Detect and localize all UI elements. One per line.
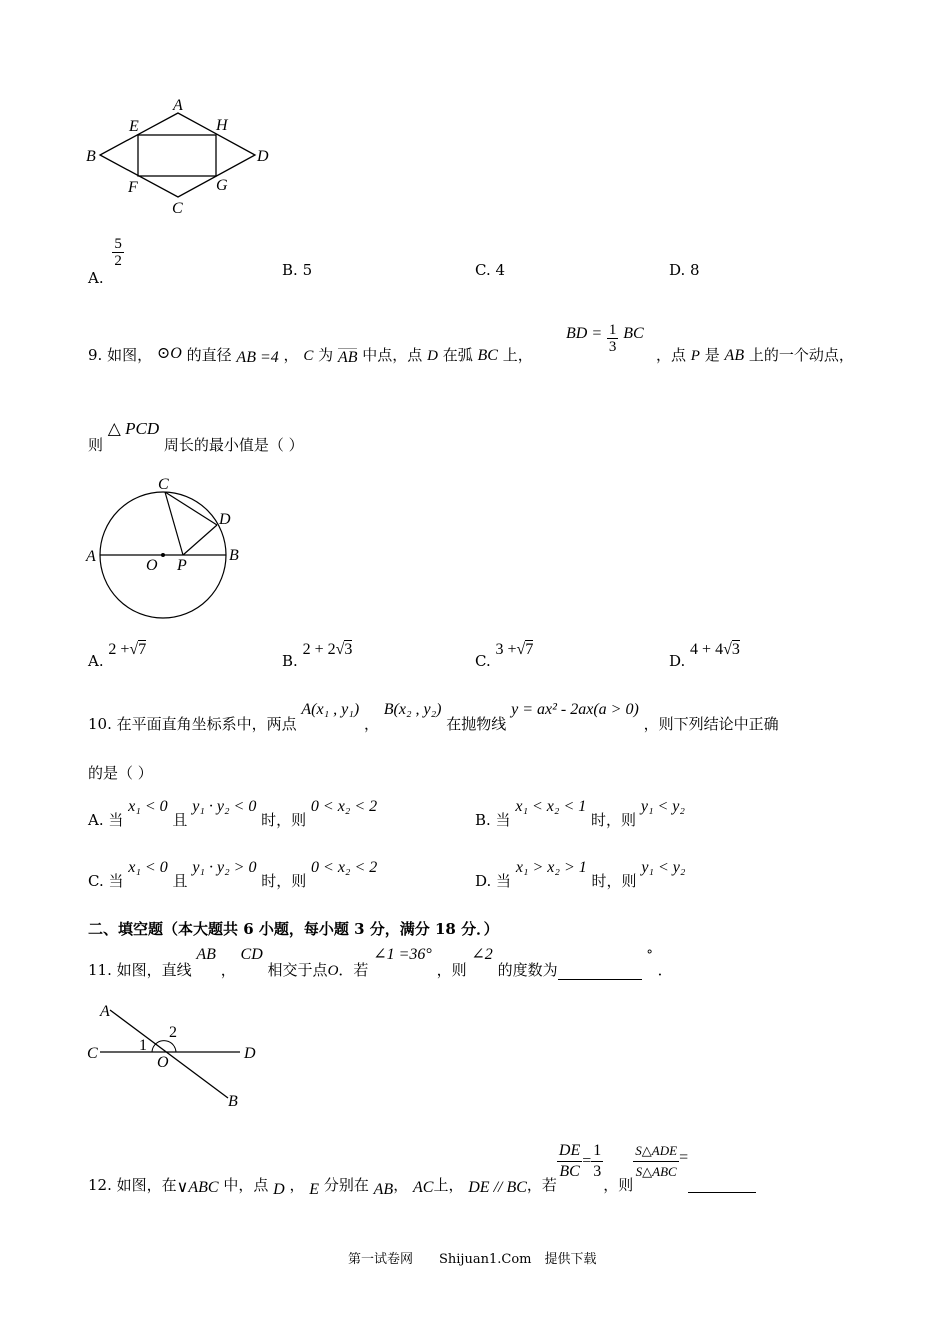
q10-text-2: 在抛物线	[446, 715, 507, 733]
q9-wei: 为	[318, 346, 334, 364]
q11-angle-arc-2	[174, 1046, 176, 1052]
q9-figure	[85, 475, 255, 620]
q9-option-d-coef: 4 + 4	[690, 641, 724, 658]
q12-answer-blank[interactable]	[688, 1174, 756, 1193]
q9-option-a-coef: 2 +	[108, 641, 130, 658]
q9-arc-ab: AB	[337, 349, 358, 366]
q10-parabola: y = ax² - 2ax(a > 0)	[511, 701, 639, 718]
q12-line	[88, 1141, 756, 1198]
q12-fraction-de-bc	[557, 1141, 582, 1182]
q8-option-b-text: 5	[302, 261, 313, 279]
q10-opt-d-result: y₁ < y₂	[641, 859, 686, 876]
q9-option-a[interactable]	[88, 640, 147, 670]
q9-is-text: 是	[704, 346, 720, 364]
q12-ab: AB	[373, 1180, 394, 1198]
q11-text-3: ．若	[338, 961, 369, 979]
q8-figure	[80, 95, 280, 215]
q8-option-a-key: A.	[88, 268, 104, 287]
q9-line1	[88, 344, 533, 365]
q9-diameter-text: 的直径	[186, 346, 232, 364]
q9-d-point: D	[427, 348, 438, 364]
q10-point-b: B(x₂ , y₂)	[383, 701, 442, 718]
q11-o: O	[327, 963, 339, 979]
q9-option-c-sqrt-icon: √	[516, 641, 526, 658]
q9-triangle-pcd: △ PCD	[107, 419, 160, 438]
q12-text-6: ，则	[603, 1175, 634, 1194]
q8-option-c[interactable]	[475, 261, 505, 279]
q12-eq-2: =	[679, 1148, 689, 1166]
q9-on-arc-text: 在弧	[442, 346, 473, 364]
q10-opt-d-then: 时，则	[591, 872, 637, 890]
q10-opt-c-and: 且	[172, 872, 188, 890]
q12-d: D	[273, 1180, 285, 1198]
q9-shang: 上，	[502, 346, 533, 364]
q9-segment-pd	[183, 525, 217, 555]
q11-label-C: C	[87, 1045, 98, 1062]
q9-min-text: 周长的最小值是（ ）	[163, 436, 304, 454]
q11-angle1: ∠1 =36°	[373, 946, 432, 963]
q12-text-3: 分别在	[323, 1175, 369, 1194]
q10-point-a: A(x₁ , y₁)	[301, 701, 360, 718]
q12-text-2: 中，点	[223, 1175, 269, 1194]
q12-f2-den: 3	[593, 1163, 602, 1180]
q8-option-d-text: 8	[690, 261, 700, 279]
q12-fraction-1-3	[591, 1141, 603, 1182]
q9-option-b-key: B.	[282, 652, 298, 670]
q10-opt-d-c1: x₁ > x₂ > 1	[515, 859, 587, 876]
q8-option-a-den: 2	[114, 253, 122, 269]
q11-unit: °	[646, 948, 653, 963]
q8-option-b[interactable]	[282, 261, 312, 279]
q8-option-b-key: B.	[282, 261, 298, 279]
q9-label-P: P	[177, 557, 187, 574]
q11-cd: CD	[240, 946, 263, 963]
q11-text-4: ，则	[436, 961, 467, 979]
q9-bd-eq: BD =	[566, 324, 603, 342]
q12-f1-den: BC	[559, 1163, 580, 1180]
q9-ab-2: AB	[724, 347, 745, 364]
q10-opt-b-key: B. 当	[475, 811, 511, 829]
q11-text-5: 的度数为	[497, 961, 558, 979]
q9-option-b[interactable]	[282, 640, 353, 670]
q10-opt-c-then: 时，则	[261, 872, 307, 890]
q12-f2-num: 1	[591, 1141, 603, 1162]
q9-label-A: A	[86, 548, 96, 565]
q9-p-point: P	[690, 348, 700, 364]
q9-option-a-key: A.	[88, 652, 104, 670]
q11-label-1: 1	[139, 1037, 147, 1054]
q8-label-G: G	[216, 177, 228, 194]
q10-text-1: 10. 在平面直角坐标系中，两点	[88, 715, 297, 733]
q10-line1	[88, 698, 779, 733]
q10-sep: ，	[363, 715, 379, 733]
q9-frac-num: 1	[608, 322, 617, 338]
q8-label-E: E	[129, 118, 139, 135]
q9-option-a-radicand: 7	[138, 641, 147, 658]
q9-option-a-sqrt-icon: √	[129, 641, 139, 658]
q11-label-D: D	[244, 1045, 256, 1062]
q10-opt-a-result: 0 < x₂ < 2	[310, 798, 378, 815]
q9-moving-text: 上的一个动点，	[748, 346, 854, 364]
q8-option-d-key: D.	[669, 261, 686, 279]
q9-option-d[interactable]	[669, 640, 740, 670]
q9-label-O: O	[146, 557, 158, 574]
q9-bc: BC	[477, 347, 498, 364]
q12-text-4: 上，	[433, 1175, 464, 1194]
q9-start: 9. 如图，	[88, 346, 153, 364]
q10-opt-b-then: 时，则	[591, 811, 637, 829]
q10-line2-text: 的是（ ）	[88, 764, 153, 782]
q8-option-c-text: 4	[495, 261, 506, 279]
q10-option-d[interactable]	[475, 856, 686, 890]
q9-line2	[88, 418, 304, 454]
q11-label-A: A	[100, 1003, 110, 1020]
q10-opt-d-key: D. 当	[475, 872, 512, 890]
q9-option-c[interactable]	[475, 640, 534, 670]
q11-answer-blank[interactable]	[558, 961, 642, 980]
q12-e: E	[309, 1180, 320, 1198]
q8-option-d[interactable]	[669, 261, 700, 279]
q9-label-B: B	[229, 547, 239, 564]
q12-triangle: ∨ABC	[176, 1178, 219, 1196]
q12-text-1: 12. 如图，在	[88, 1175, 177, 1194]
q10-line2	[88, 762, 153, 783]
q10-opt-c-c2: y₁ · y₂ > 0	[192, 859, 257, 876]
q10-opt-a-c1: x₁ < 0	[128, 798, 168, 815]
q8-label-A: A	[173, 97, 183, 114]
q10-opt-a-c2: y₁ · y₂ < 0	[192, 798, 257, 815]
q9-ab-eq: AB =4	[236, 349, 279, 366]
q9-comma: ，	[283, 346, 299, 364]
q8-label-H: H	[216, 117, 228, 134]
q9-circle-o: ⊙O	[156, 345, 182, 362]
q10-option-c[interactable]	[88, 856, 378, 890]
q8-rhombus	[100, 113, 255, 197]
q8-label-D: D	[257, 148, 269, 165]
q12-sep: ，	[289, 1175, 305, 1194]
q9-point-p-text: ，点	[656, 346, 687, 364]
q10-opt-c-result: 0 < x₂ < 2	[311, 859, 378, 876]
q10-option-b[interactable]	[475, 795, 685, 829]
q11-ab: AB	[196, 946, 216, 963]
q9-option-c-radicand: 7	[525, 641, 534, 658]
q9-option-b-sqrt-icon: √	[335, 641, 345, 658]
q12-parallel: DE // BC	[468, 1178, 527, 1196]
q8-option-a-num: 5	[114, 236, 122, 252]
q9-line1-end	[656, 344, 854, 365]
q10-opt-a-then: 时，则	[261, 811, 307, 829]
q9-option-d-key: D.	[669, 652, 686, 670]
q8-label-B: B	[86, 148, 96, 165]
q9-option-d-sqrt-icon: √	[723, 641, 732, 658]
q11-line	[88, 943, 673, 979]
q9-bc-2: BC	[623, 324, 644, 342]
section-heading: 二、填空题（本大题共 6 小题，每小题 3 分，满分 18 分．）	[88, 920, 499, 938]
q11-figure	[85, 995, 265, 1110]
q8-label-F: F	[128, 179, 138, 196]
q10-option-a[interactable]	[88, 795, 378, 829]
q9-option-d-radicand: 3	[731, 641, 740, 658]
q11-label-2: 2	[169, 1024, 177, 1041]
q8-option-c-key: C.	[475, 261, 491, 279]
q9-ze: 则	[88, 436, 104, 454]
q8-option-a-fraction	[112, 236, 124, 269]
q11-text-1: 11. 如图，直线	[88, 961, 192, 979]
q12-sep-2: ，	[393, 1175, 409, 1194]
q10-opt-b-result: y₁ < y₂	[640, 798, 685, 815]
q12-s-den: S△ABC	[635, 1164, 677, 1179]
q9-label-D: D	[219, 511, 231, 528]
q11-label-B: B	[228, 1093, 238, 1110]
q9-midpoint-text: 中点，点	[362, 346, 423, 364]
q11-text-2: 相交于点	[267, 961, 328, 979]
q9-c-point: C	[303, 348, 314, 364]
q12-ac: AC	[412, 1178, 434, 1196]
q9-frac-den: 3	[608, 339, 617, 355]
q12-f1-num: DE	[557, 1141, 582, 1162]
q11-label-O: O	[157, 1054, 169, 1071]
q11-end: ．	[657, 961, 673, 979]
q9-option-b-coef: 2 + 2	[302, 641, 336, 658]
q9-option-c-key: C.	[475, 652, 491, 670]
q10-opt-a-and: 且	[172, 811, 188, 829]
q8-rectangle	[138, 135, 216, 176]
q10-text-3: ，则下列结论中正确	[643, 715, 779, 733]
q12-eq: =	[582, 1152, 592, 1170]
q10-opt-c-c1: x₁ < 0	[128, 859, 168, 876]
q8-label-C: C	[172, 200, 183, 217]
q9-fraction	[607, 322, 619, 355]
q11-sep: ，	[220, 961, 236, 979]
q10-opt-b-c1: x₁ < x₂ < 1	[515, 798, 587, 815]
q8-option-a[interactable]	[88, 236, 124, 287]
q12-area-ratio	[633, 1141, 679, 1182]
q9-center-dot	[161, 553, 165, 557]
page-footer: 第一试卷网 Shijuan1.Com 提供下载	[348, 1252, 597, 1267]
q9-arc-relation	[566, 322, 644, 355]
q11-angle2: ∠2	[471, 946, 493, 963]
q12-s-num: S△ADE	[633, 1141, 679, 1162]
q9-option-b-radicand: 3	[344, 641, 353, 658]
q10-opt-c-key: C. 当	[88, 872, 124, 890]
q10-opt-a-key: A. 当	[88, 811, 124, 829]
q9-label-C: C	[158, 476, 169, 493]
q12-text-5: ，若	[526, 1175, 557, 1194]
q9-option-c-coef: 3 +	[495, 641, 517, 658]
